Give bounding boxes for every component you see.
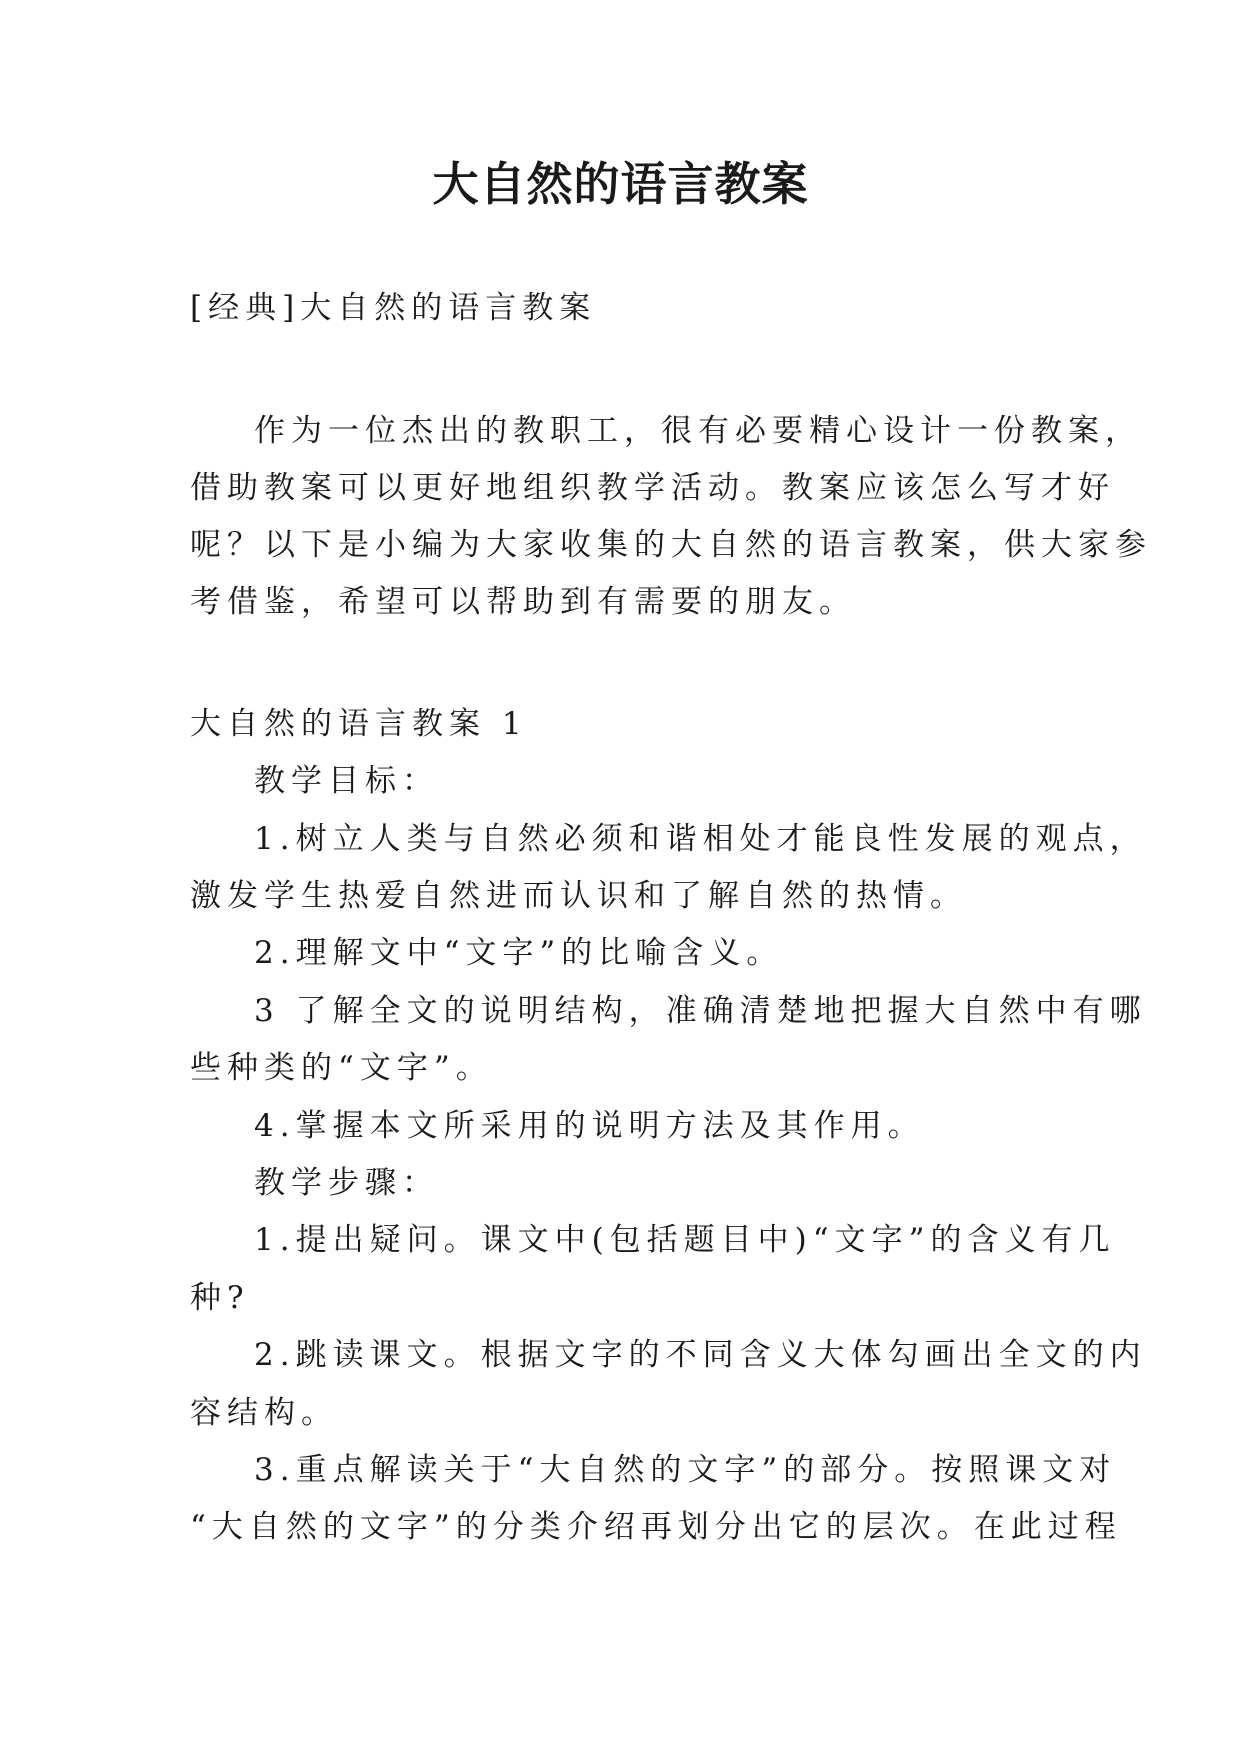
section-heading: 大自然的语言教案 1 xyxy=(190,706,528,742)
body-line-11: 2.跳读课文。根据文字的不同含义大体勾画出全文的内 xyxy=(254,1337,1147,1373)
body-line-6: 些种类的“文字”。 xyxy=(190,1050,493,1086)
body-line-10: 种? xyxy=(190,1280,250,1316)
body-line-2: 1.树立人类与自然必须和谐相处才能良性发展的观点， xyxy=(254,821,1147,857)
body-line-3: 激发学生热爱自然进而认识和了解自然的热情。 xyxy=(190,878,967,914)
body-line-1: 教学目标： xyxy=(254,763,439,799)
body-line-5: 3 了解全文的说明结构，准确清楚地把握大自然中有哪 xyxy=(254,993,1147,1029)
intro-line-4: 考借鉴，希望可以帮助到有需要的朋友。 xyxy=(190,584,856,620)
document-subtitle: [经典]大自然的语言教案 xyxy=(190,290,597,326)
body-line-13: 3.重点解读关于“大自然的文字”的部分。按照课文对 xyxy=(254,1452,1117,1488)
intro-line-2: 借助教案可以更好地组织教学活动。教案应该怎么写才好 xyxy=(190,470,1115,506)
body-line-14: “大自然的文字”的分类介绍再划分出它的层次。在此过程 xyxy=(190,1509,1122,1545)
intro-line-3: 呢？以下是小编为大家收集的大自然的语言教案，供大家参 xyxy=(190,527,1152,563)
body-line-8: 教学步骤： xyxy=(254,1165,439,1201)
body-line-12: 容结构。 xyxy=(190,1395,338,1431)
document-title: 大自然的语言教案 xyxy=(432,157,809,211)
body-line-4: 2.理解文中“文字”的比喻含义。 xyxy=(254,935,784,971)
intro-line-1: 作为一位杰出的教职工，很有必要精心设计一份教案， xyxy=(254,413,1142,449)
body-line-7: 4.掌握本文所采用的说明方法及其作用。 xyxy=(254,1108,925,1144)
body-line-9: 1.提出疑问。课文中(包括题目中)“文字”的含义有几 xyxy=(254,1222,1116,1258)
